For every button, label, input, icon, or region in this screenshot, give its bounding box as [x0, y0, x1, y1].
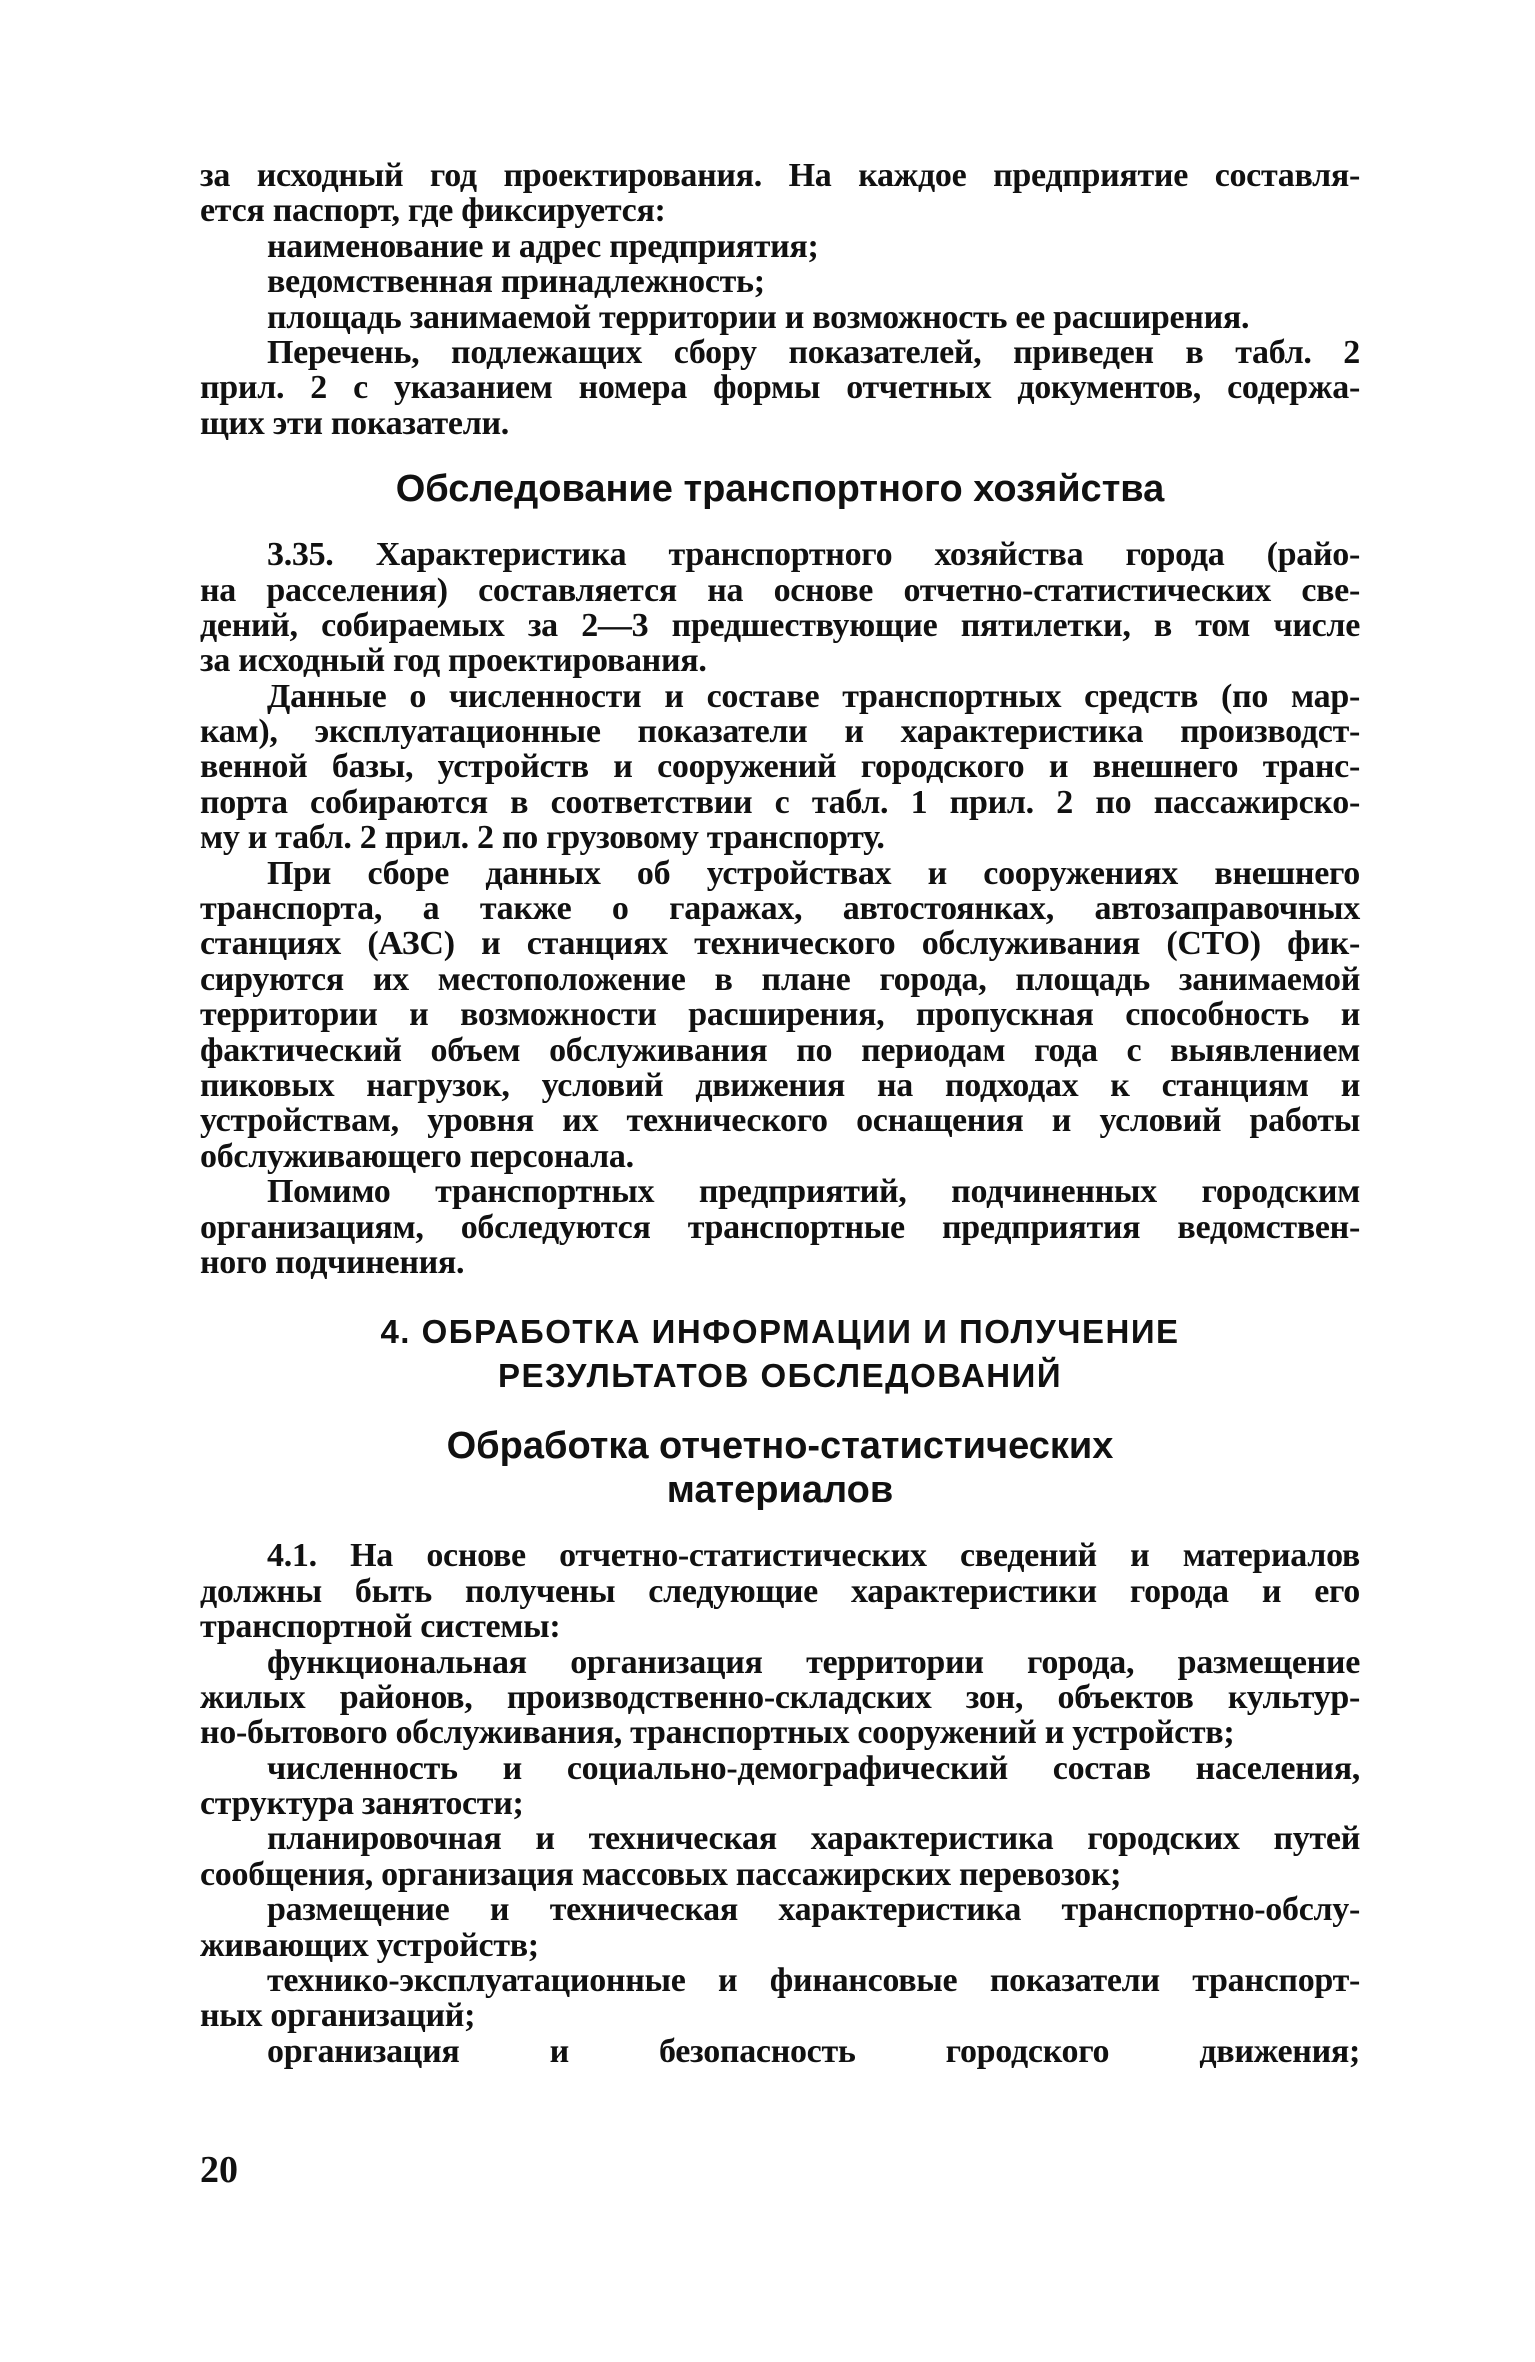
text-line: за исходный год проектирования. [200, 642, 707, 680]
text-line: Перечень, подлежащих сбору показателей, приведен в табл. 2 [267, 333, 1360, 371]
text-line: наименование и адрес предприятия; [267, 227, 819, 265]
text-line: транспортной системы: [200, 1608, 561, 1646]
text-line: ных организаций; [200, 1997, 476, 2035]
text-line: должны быть получены следующие характеристики города и его [200, 1572, 1360, 1610]
heading-line: материалов [666, 1469, 894, 1512]
text-line: порта собираются в соответствии с табл. 1 прил. 2 по пассажирско- [200, 783, 1360, 821]
text-line: численность и социально-демографический состав населения, [267, 1749, 1360, 1787]
paragraph [200, 1538, 1360, 1644]
text-line: пиковых нагрузок, условий движения на подходах к станциям и [200, 1066, 1360, 1104]
paragraph [200, 335, 1360, 441]
paragraph [200, 1821, 1360, 1892]
text-line: щих эти показатели. [200, 404, 509, 442]
text-line: му и табл. 2 прил. 2 по грузовому транспорту. [200, 819, 885, 857]
page-number: 20 [200, 2149, 238, 2191]
subsection-heading [200, 467, 1360, 511]
text-line: планировочная и техническая характеристика городских путей [267, 1820, 1360, 1858]
section-heading [200, 1310, 1360, 1398]
heading-line: Обработка отчетно-статистических [446, 1425, 1114, 1468]
text-line: ного подчинения. [200, 1243, 465, 1281]
text-line: устройствам, уровня их технического оснащения и условий работы [200, 1102, 1360, 1140]
text-line: дений, собираемых за 2—3 предшествующие пятилетки, в том числе [200, 606, 1360, 644]
heading-line: Обследование транспортного хозяйства [395, 468, 1165, 511]
text-line: структура занятости; [200, 1785, 524, 1823]
text-line: технико-эксплуатационные и финансовые показатели транспорт- [267, 1962, 1360, 2000]
text-line: ется паспорт, где фиксируется: [200, 192, 666, 230]
heading-line: 4. ОБРАБОТКА ИНФОРМАЦИИ И ПОЛУЧЕНИЕ [380, 1313, 1180, 1351]
text-line: 3.35. Характеристика транспортного хозяйства города (райо- [267, 536, 1360, 574]
paragraph [200, 158, 1360, 229]
text-line: прил. 2 с указанием номера формы отчетных документов, содержа- [200, 369, 1360, 407]
text-line: за исходный год проектирования. На каждое предприятие составля- [200, 157, 1360, 194]
subsection-heading [200, 1424, 1360, 1512]
text-line: организация и безопасность городского движения; [267, 2032, 1360, 2070]
page-body [200, 158, 1360, 2069]
text-line: сообщения, организация массовых пассажирских перевозок; [200, 1855, 1122, 1893]
text-line: венной базы, устройств и сооружений городского и внешнего транс- [200, 748, 1360, 786]
paragraph [200, 1963, 1360, 2034]
paragraph [200, 300, 1360, 335]
text-line: организациям, обследуются транспортные предприятия ведомствен- [200, 1208, 1360, 1246]
paragraph [200, 1174, 1360, 1280]
text-line: Помимо транспортных предприятий, подчиненных городским [267, 1173, 1360, 1211]
paragraph [200, 679, 1360, 856]
text-line: При сборе данных об устройствах и сооружениях внешнего [267, 854, 1360, 892]
paragraph [200, 229, 1360, 264]
text-line: Данные о численности и составе транспортных средств (по мар- [267, 677, 1360, 715]
text-line: живающих устройств; [200, 1926, 539, 1964]
text-line: на расселения) составляется на основе отчетно-статистических све- [200, 571, 1360, 609]
text-line: жилых районов, производственно-складских зон, объектов культур- [200, 1678, 1360, 1716]
paragraph [200, 1645, 1360, 1751]
paragraph [200, 1751, 1360, 1822]
paragraph [200, 856, 1360, 1175]
text-line: 4.1. На основе отчетно-статистических сведений и материалов [267, 1537, 1360, 1575]
text-line: кам), эксплуатационные показатели и характеристика производст- [200, 713, 1360, 751]
text-line: транспорта, а также о гаражах, автостоянках, автозаправочных [200, 890, 1360, 928]
paragraph [200, 2034, 1360, 2069]
paragraph [200, 1892, 1360, 1963]
text-line: фактический объем обслуживания по периодам года с выявлением [200, 1031, 1360, 1069]
paragraph [200, 264, 1360, 299]
text-line: сируются их местоположение в плане города, площадь занимаемой [200, 960, 1360, 998]
text-line: функциональная организация территории города, размещение [267, 1643, 1360, 1681]
heading-line: РЕЗУЛЬТАТОВ ОБСЛЕДОВАНИЙ [497, 1357, 1063, 1395]
text-line: площадь занимаемой территории и возможность ее расширения. [267, 298, 1250, 336]
text-line: обслуживающего персонала. [200, 1137, 634, 1175]
text-line: территории и возможности расширения, пропускная способность и [200, 996, 1360, 1034]
text-line: но-бытового обслуживания, транспортных сооружений и устройств; [200, 1714, 1235, 1752]
paragraph [200, 537, 1360, 679]
text-line: ведомственная принадлежность; [267, 263, 765, 301]
text-line: станциях (АЗС) и станциях технического обслуживания (СТО) фик- [200, 925, 1360, 963]
text-line: размещение и техническая характеристика транспортно-обслу- [267, 1891, 1360, 1929]
